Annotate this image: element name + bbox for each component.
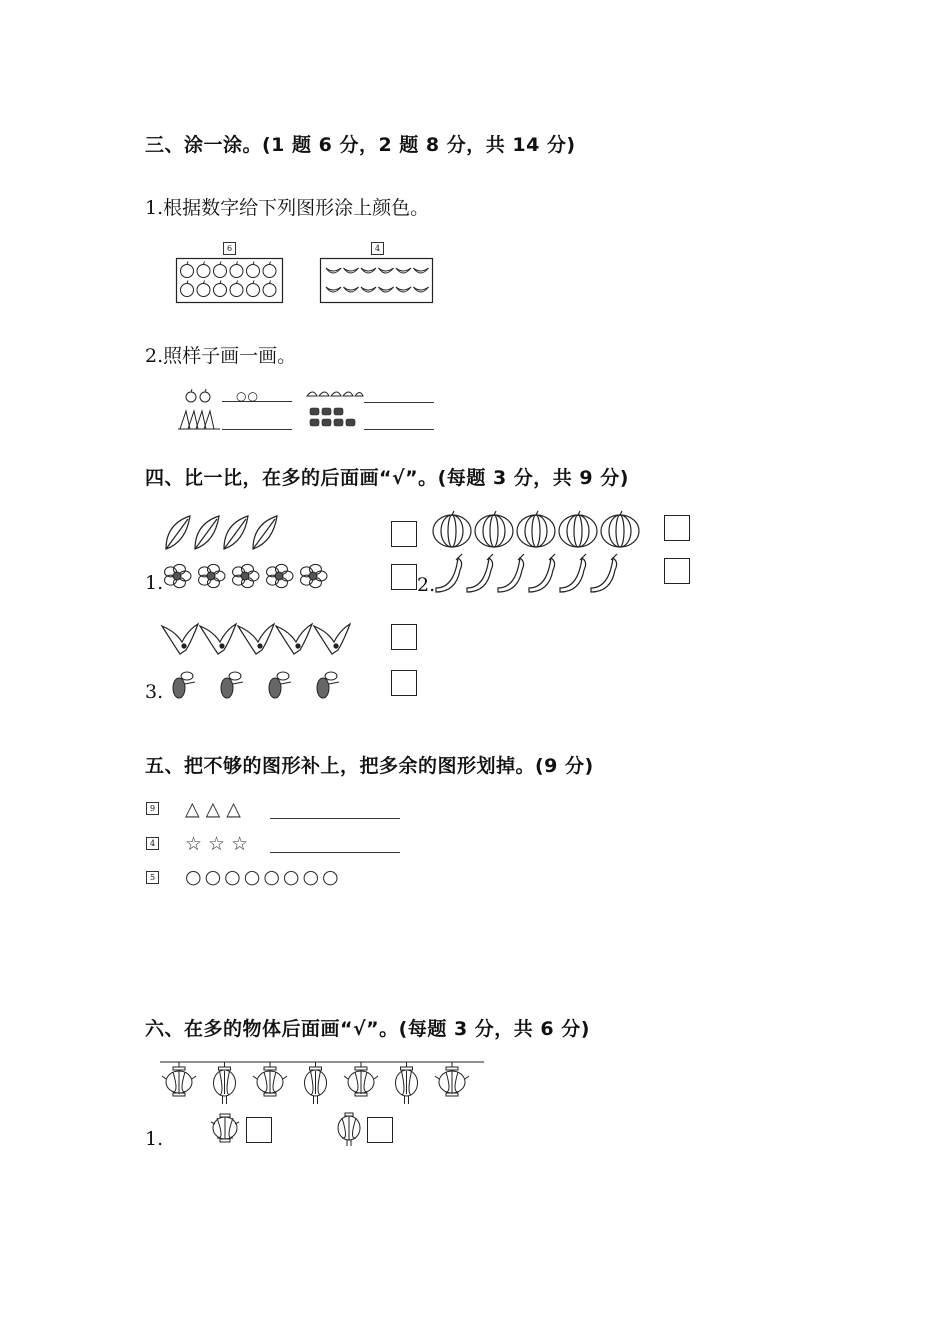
apple-icon [263,284,276,297]
flower-icon [173,572,181,580]
section3-q1: 1.根据数字给下列图形涂上颜色。 [145,197,430,219]
apple-icon [181,284,194,297]
q3-label: 3. [145,681,164,703]
flower-icon [275,572,283,580]
check-box-pumpkins[interactable] [664,515,690,541]
flower-icon [241,572,249,580]
leaves-row [162,512,282,552]
check-box-round-lanterns[interactable] [246,1117,272,1143]
bees-row [165,666,350,702]
stars-row: ☆☆☆ [185,833,255,855]
count-box-stars: 4 [146,837,159,850]
check-box-bees[interactable] [391,670,417,696]
section5-heading: 五、把不够的图形补上，把多余的图形划掉。(9 分) [145,755,594,777]
pumpkin-icon [559,515,597,547]
butterflies-grid-icon [308,406,363,430]
answer-line-3[interactable] [364,429,434,430]
flower-icon [309,572,317,580]
section4-heading: 四、比一比，在多的后面画“√”。(每题 3 分，共 9 分) [145,467,629,489]
count-box-triangles: 9 [146,802,159,815]
leaves-row-icon [178,409,220,431]
swallow-icon [162,624,198,654]
apple-icon [214,284,227,297]
pumpkin-icon [475,515,513,547]
eggplant-icon [560,558,586,592]
triangles-row: △△△ [185,798,247,820]
apple-icon [263,265,276,278]
bee-icon [269,678,281,698]
apple-icon [181,265,194,278]
section3-heading: 三、涂一涂。(1 题 6 分，2 题 8 分，共 14 分) [145,134,576,156]
check-box-flowers[interactable] [391,564,417,590]
apple-icon [230,284,243,297]
check-box-eggplants[interactable] [664,558,690,584]
q1-label: 1. [145,572,164,594]
apple-icon [214,265,227,278]
pumpkin-icon [433,515,471,547]
swallow-icon [238,624,274,654]
pumpkin-icon [601,515,639,547]
eggplant-icon [467,558,493,592]
triangles-answer-line[interactable] [270,818,400,819]
apples-frame[interactable] [176,258,284,304]
answer-line-1[interactable] [364,402,434,403]
swallow-icon [314,624,350,654]
check-box-swallows[interactable] [391,624,417,650]
eggplant-icon [591,558,617,592]
eggplants-row [432,552,622,594]
check-box-tall-lanterns[interactable] [367,1117,393,1143]
apple-icon [197,284,210,297]
count-box-apples: 6 [223,242,236,255]
swallows-row [160,620,355,658]
bananas-frame[interactable] [320,258,434,304]
apple-icon [247,265,260,278]
sample-circles: ○○ [222,391,292,402]
flower-icon [207,572,215,580]
section6-heading: 六、在多的物体后面画“√”。(每题 3 分，共 6 分) [145,1018,590,1040]
eggplant-icon [529,558,555,592]
apple-icon [197,265,210,278]
apple-icon [230,265,243,278]
section6-q1-label: 1. [145,1128,164,1150]
eggplant-icon [498,558,524,592]
stars-answer-line[interactable] [270,852,400,853]
carrots-row-icon [305,386,363,402]
pumpkins-row [432,510,652,550]
round-lantern-icon [208,1110,242,1146]
bee-icon [317,678,329,698]
pumpkin-icon [517,515,555,547]
swallow-icon [276,624,312,654]
count-box-circles: 5 [146,871,159,884]
bee-icon [173,678,185,698]
answer-line-2[interactable] [222,429,292,430]
circles-row: ○○○○○○○○ [185,866,342,888]
eggplant-icon [436,558,462,592]
tall-lantern-icon [334,1110,364,1146]
swallow-icon [200,624,236,654]
apple-pair-icon [185,388,215,404]
section3-q2: 2.照样子画一画。 [145,345,297,367]
q2-label: 2. [417,574,436,596]
check-box-leaves[interactable] [391,521,417,547]
bee-icon [221,678,233,698]
flowers-row [160,560,332,592]
lanterns-row [160,1058,486,1106]
count-box-bananas: 4 [371,242,384,255]
apple-icon [247,284,260,297]
